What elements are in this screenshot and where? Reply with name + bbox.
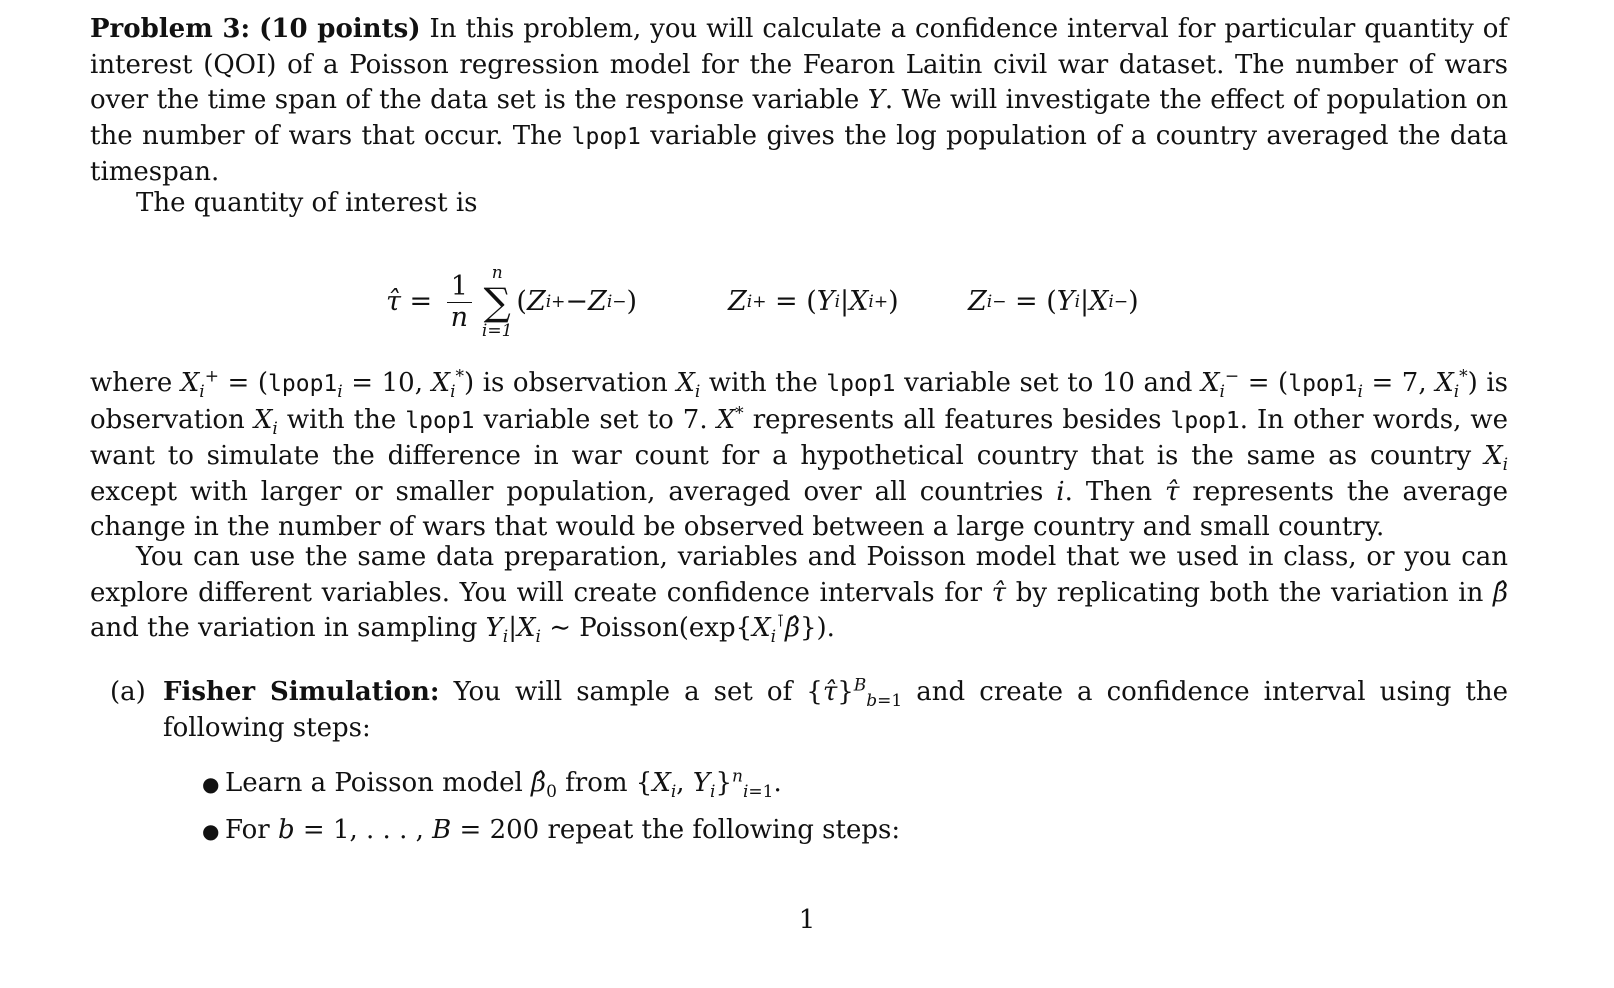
where-paragraph: where $X_i^+$ = ($lpop1_i = 10$, $X_i^*$) is observation $X_i$ with the lpop1 variable set to 10 and $X_i^-$ = ($lpop1_i = 7$, $X_i^*$) is observation $X_i$ with the lpop1 variable set to 7. X* represents all features besides lpop1. In other words, we want to simulate the difference in war count for a hypothetical country that is the same as country $X_i$ except with larger or smaller population, averaged over all countries i. Then τ̂ represents the average change in the number of wars that would be observed between a large country and small country. xyxy=(90,366,1509,542)
part-a-title: Fisher Simulation: xyxy=(163,677,440,707)
z-minus-definition: Z i − = ( Y i | X i − ) xyxy=(968,286,1139,317)
bullet-learn-model: Learn a Poisson model $\betâ_0$ from {$X_i$, $Y_i\}^n_{i=1}$. xyxy=(225,766,782,803)
part-a-label: (a) xyxy=(110,677,146,707)
bullet-icon: ● xyxy=(202,819,220,843)
qoi-line: The quantity of interest is xyxy=(136,188,478,218)
z-plus-definition: Z i + = ( Y i | X i + ) xyxy=(728,286,899,317)
page-number: 1 xyxy=(798,905,816,935)
problem-points: (10 points) xyxy=(259,14,421,44)
problem-heading: Problem 3: xyxy=(90,14,251,44)
bullet-icon: ● xyxy=(202,772,220,796)
prep-paragraph: You can use the same data preparation, variables and Poisson model that we used in class, or you can explore different variables. You will create confidence intervals for τ̂ by replicating both the variation in β̂ and the variation in sampling $Y_i|X_i$ ∼ $Poisson(\exp\{X_i^⊺\betâ\})$. xyxy=(90,542,1509,648)
qoi-equation: τ̂ = $\frac{1}{n}$ n ∑ i=1 ( Z i + − Z i − ) xyxy=(386,263,638,341)
problem-intro: Problem 3: (10 points) In this problem, you will calculate a confidence interval for particular quantity of interest (QOI) of a Poisson regression model for the Fearon Laitin civil war dataset. The number of wars over the time span of the data set is the response variable Y. We will investigate the effect of population on the number of wars that occur. The lpop1 variable gives the log population of a country averaged the data timespan. xyxy=(90,14,1509,187)
bullet-repeat-steps: For b = 1, . . . , B = 200 repeat the following steps: xyxy=(225,815,901,845)
part-a-text: Fisher Simulation: You will sample a set of {τ̂}$^B_{b=1}$ and create a confidence interval using the following steps: xyxy=(163,675,1509,743)
